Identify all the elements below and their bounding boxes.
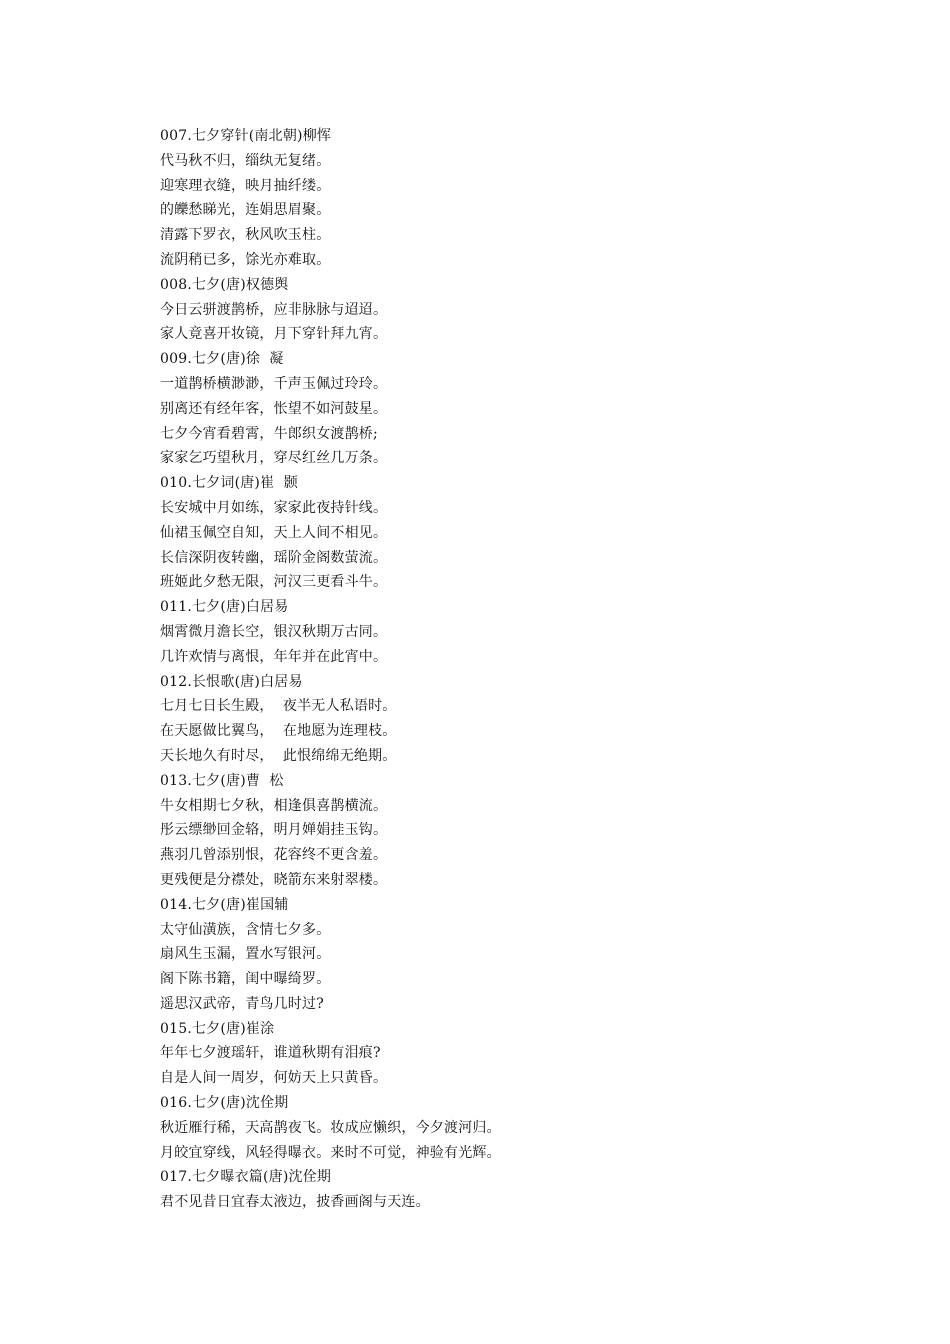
poem-line: 七夕今宵看碧霄，牛郎织女渡鹊桥; [160, 425, 378, 442]
poem-line: 几许欢情与离恨，年年并在此宵中。 [160, 648, 388, 665]
poem-line: 长信深阴夜转幽，瑶阶金阁数萤流。 [160, 549, 388, 566]
poem-line: 更残便是分襟处，晓箭东来射翠楼。 [160, 871, 388, 888]
poem-title-012: 012.长恨歌(唐)白居易 [160, 673, 303, 690]
poem-line: 烟霄微月澹长空，银汉秋期万古同。 [160, 623, 388, 640]
poem-line: 遥思汉武帝，青鸟几时过? [160, 995, 324, 1012]
poem-line: 家人竟喜开妆镜，月下穿针拜九宵。 [160, 326, 388, 343]
poem-line: 天长地久有时尽， 此恨绵绵无绝期。 [160, 747, 397, 764]
poem-line: 一道鹊桥横渺渺，千声玉佩过玲玲。 [160, 375, 388, 392]
poem-line: 迎寒理衣缝，映月抽纤缕。 [160, 177, 331, 194]
poem-title-014: 014.七夕(唐)崔国辅 [160, 896, 289, 913]
poem-line: 扇风生玉漏，置水写银河。 [160, 946, 331, 963]
poem-title-015: 015.七夕(唐)崔涂 [160, 1020, 275, 1037]
poem-line: 月皎宜穿线，风轻得曝衣。来时不可觉，神验有光辉。 [160, 1144, 501, 1161]
poem-line: 今日云骈渡鹊桥，应非脉脉与迢迢。 [160, 301, 388, 318]
poem-line: 班姬此夕愁无限，河汉三更看斗牛。 [160, 574, 388, 591]
poem-title-007: 007.七夕穿针(南北朝)柳恽 [160, 128, 332, 144]
poem-line: 别离还有经年客，怅望不如河鼓星。 [160, 400, 388, 417]
poem-line: 在天愿做比翼鸟， 在地愿为连理枝。 [160, 723, 397, 740]
poem-title-011: 011.七夕(唐)白居易 [160, 599, 289, 616]
poem-title-013: 013.七夕(唐)曹 松 [160, 772, 284, 789]
poem-line: 燕羽几曾添别恨，花容终不更含羞。 [160, 847, 388, 864]
poem-line: 清露下罗衣，秋风吹玉柱。 [160, 227, 331, 244]
poem-line: 长安城中月如练，家家此夜持针线。 [160, 499, 388, 516]
poem-line: 自是人间一周岁，何妨天上只黄昏。 [160, 1070, 388, 1087]
poem-line: 阁下陈书籍，闺中曝绮罗。 [160, 971, 331, 988]
poem-line: 年年七夕渡瑶轩，谁道秋期有泪痕? [160, 1045, 381, 1062]
poem-line: 七月七日长生殿， 夜半无人私语时。 [160, 698, 397, 715]
poem-line: 君不见昔日宜春太液边，披香画阁与天连。 [160, 1194, 430, 1211]
poem-title-009: 009.七夕(唐)徐 凝 [160, 351, 284, 368]
poem-title-010: 010.七夕词(唐)崔 颢 [160, 475, 298, 492]
poem-line: 代马秋不归，缁纨无复绪。 [160, 152, 331, 169]
poem-line: 家家乞巧望秋月，穿尽红丝几万条。 [160, 450, 388, 467]
poem-line: 太守仙潢族，含情七夕多。 [160, 921, 331, 938]
poem-line: 秋近雁行稀，天高鹊夜飞。妆成应懒织，今夕渡河归。 [160, 1119, 501, 1136]
poem-text-block [160, 124, 920, 1215]
poem-line: 流阴稍已多，馀光亦难取。 [160, 251, 331, 268]
poem-line: 的皪愁睇光，连娟思眉聚。 [160, 202, 331, 219]
poem-line: 彤云缥缈回金辂，明月婵娟挂玉钩。 [160, 822, 388, 839]
poem-title-017: 017.七夕曝衣篇(唐)沈佺期 [160, 1169, 332, 1186]
poem-title-016: 016.七夕(唐)沈佺期 [160, 1095, 289, 1112]
poem-title-008: 008.七夕(唐)权德舆 [160, 276, 289, 293]
poem-line: 牛女相期七夕秋，相逢俱喜鹊横流。 [160, 797, 388, 814]
poem-line: 仙裙玉佩空自知，天上人间不相见。 [160, 524, 388, 541]
